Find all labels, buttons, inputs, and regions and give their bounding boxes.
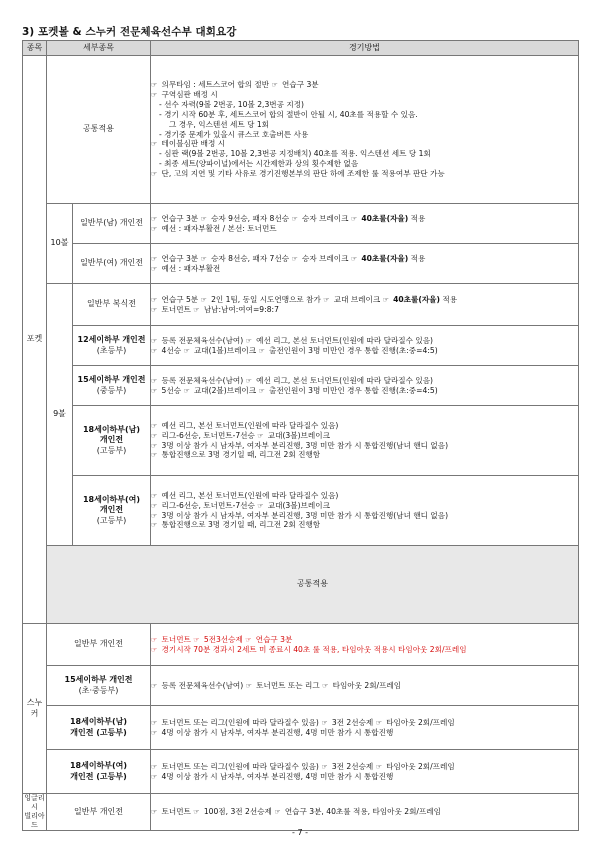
method-line: ☞ 3명 이상 참가 시 남자부, 여자부 분리진행, 3명 미만 참가 시 통합진행(남녀 핸디 없음): [151, 510, 449, 520]
method-line: ☞ 4선승 ☞ 교대(1볼)브레이크 ☞ 출전인원이 3명 미만인 경우 통합 진행(초:중=4:5): [151, 345, 438, 355]
method-line: ☞ 구역심판 배정 시: [151, 90, 218, 100]
method-line: ☞ 연습구 3분 ☞ 승자 9선승, 패자 8선승 ☞ 승자 브레이크 ☞ 40초룰(자율) 적용: [151, 213, 426, 223]
page-title: 3) 포켓볼 & 스누커 전문체육선수부 대회요강: [22, 26, 237, 38]
method-line: ☞ 토너먼트 ☞ 남남:남여:여여=9:8:7: [151, 304, 279, 314]
event-ten-men: 일반부(남) 개인전: [73, 204, 151, 244]
hand-pointer-icon: ☞: [350, 254, 360, 263]
header-sport: 종목: [23, 41, 47, 56]
method-nine-u18-men: [151, 406, 579, 476]
hand-pointer-icon: ☞: [151, 91, 160, 100]
event-nine-u18-women: 18세이하부(여) 개인전 (고등부): [73, 476, 151, 546]
table-row: [23, 794, 579, 831]
hand-pointer-icon: ☞: [151, 421, 160, 430]
hand-pointer-icon: ☞: [245, 376, 255, 385]
method-line: - 선수 자력(9볼 2번공, 10볼 2,3번공 지정): [159, 100, 305, 110]
hand-pointer-icon: ☞: [151, 169, 160, 178]
method-line: - 최종 세트(양파이널)에서는 시간제한과 상의 횟수제한 없음: [159, 158, 359, 168]
method-line: ☞ 예선 리그, 본선 토너먼트(인원에 따라 달라질수 있음): [151, 420, 339, 430]
header-row: [23, 41, 579, 56]
hand-pointer-icon: ☞: [200, 214, 210, 223]
hand-pointer-icon: ☞: [151, 681, 160, 690]
method-snooker-u15: [151, 666, 579, 706]
sport-pocket: 포켓: [23, 56, 47, 624]
hand-pointer-icon: ☞: [321, 718, 330, 727]
method-snooker-u18-women: [151, 750, 579, 794]
hand-pointer-icon: ☞: [151, 305, 160, 314]
sport-english-billiards: 잉글리시 빌리아드: [24, 794, 45, 829]
hand-pointer-icon: ☞: [258, 346, 268, 355]
hand-pointer-icon: ☞: [382, 295, 392, 304]
method-line: ☞ 4명 이상 참가 시 남자부, 여자부 분리진행, 4명 미만 참가 시 통합진행: [151, 727, 394, 737]
method-line: ☞ 토너먼트 또는 리그(인원에 따라 달라질수 있음) ☞ 3전 2선승제 ☞ 타임아웃 2회/프레임: [151, 717, 455, 727]
method-line: ☞ 리그-6선승, 토너먼트-7선승 ☞ 교대(3볼)브레이크: [151, 500, 330, 510]
method-ten-women: [151, 244, 579, 284]
method-line: ☞ 연습구 3분 ☞ 승자 8선승, 패자 7선승 ☞ 승자 브레이크 ☞ 40초룰(자율) 적용: [151, 253, 426, 263]
method-line: ☞ 토너먼트 ☞ 100점, 3전 2선승제 ☞ 연습구 3분, 40초룰 적용, 타임아웃 2회/프레임: [151, 806, 441, 816]
hand-pointer-icon: ☞: [151, 214, 160, 223]
hand-pointer-icon: ☞: [151, 81, 160, 90]
hand-pointer-icon: ☞: [151, 772, 160, 781]
method-line: ☞ 단, 고의 지연 및 기타 사유로 경기진행본부의 판단 하에 조제한 룰 적용여부 판단 가능: [151, 168, 445, 178]
method-line: 그 경우, 익스텐션 세트 당 1회: [169, 119, 270, 129]
hand-pointer-icon: ☞: [193, 635, 202, 644]
method-common-pocket: [151, 56, 579, 204]
method-line: ☞ 예선 : 패자부활전 / 본선: 토너먼트: [151, 223, 277, 233]
hand-pointer-icon: ☞: [183, 386, 192, 395]
method-line: ☞ 예선 리그, 본선 토너먼트(인원에 따라 달라질수 있음): [151, 490, 339, 500]
method-snooker-u18-men: [151, 706, 579, 750]
table-row: [23, 244, 579, 284]
hand-pointer-icon: ☞: [151, 728, 160, 737]
sub-ten-ball: 10볼: [47, 204, 73, 284]
method-line: ☞ 예선 : 패자부활전: [151, 263, 221, 273]
hand-pointer-icon: ☞: [183, 346, 192, 355]
header-method: 경기방법: [151, 41, 579, 56]
table-row: [23, 406, 579, 476]
hand-pointer-icon: ☞: [151, 762, 160, 771]
hand-pointer-icon: ☞: [151, 441, 160, 450]
table-row: [23, 666, 579, 706]
hand-pointer-icon: ☞: [151, 346, 160, 355]
event-nine-u15: 15세이하부 개인전 (중등부): [73, 366, 151, 406]
hand-pointer-icon: ☞: [151, 501, 160, 510]
event-nine-doubles: 일반부 복식전: [73, 284, 151, 326]
method-line: ☞ 의무타임 : 세트스코어 합의 절반 ☞ 연습구 3분: [151, 80, 319, 90]
table-row: [23, 476, 579, 546]
table-row: [23, 706, 579, 750]
hand-pointer-icon: ☞: [350, 214, 360, 223]
hand-pointer-icon: ☞: [200, 254, 210, 263]
hand-pointer-icon: ☞: [375, 718, 385, 727]
hand-pointer-icon: ☞: [257, 501, 266, 510]
hand-pointer-icon: ☞: [321, 762, 330, 771]
event-nine-u12: 12세이하부 개인전 (초등부): [73, 326, 151, 366]
hand-pointer-icon: ☞: [291, 254, 300, 263]
method-nine-doubles: [151, 284, 579, 326]
hand-pointer-icon: ☞: [151, 807, 160, 816]
method-line: ☞ 토너먼트 ☞ 5전3선승제 ☞ 연습구 3분: [151, 634, 293, 644]
method-line: ☞ 연습구 5분 ☞ 2인 1팀, 동일 시도연맹으로 참가 ☞ 교대 브레이크 ☞ 40초룰(자율) 적용: [151, 294, 458, 304]
hand-pointer-icon: ☞: [151, 264, 160, 273]
method-ten-men: [151, 204, 579, 244]
hand-pointer-icon: ☞: [151, 635, 160, 644]
hand-pointer-icon: ☞: [323, 295, 332, 304]
method-english-general: [151, 794, 579, 831]
hand-pointer-icon: ☞: [151, 140, 160, 149]
rules-table: [22, 40, 579, 831]
table-row: [23, 326, 579, 366]
method-line: ☞ 등록 전문체육선수(남여) ☞ 예선 리그, 본선 토너먼트(인원에 따라 달라질수 있음): [151, 375, 434, 385]
table-row: [23, 624, 579, 666]
hand-pointer-icon: ☞: [151, 431, 160, 440]
table-row: [23, 546, 579, 624]
method-line: ☞ 등록 전문체육선수(남여) ☞ 예선 리그, 본선 토너먼트(인원에 따라 달라질수 있음): [151, 335, 434, 345]
method-line: ☞ 테이블심판 배정 시: [151, 139, 226, 149]
event-snooker-u18-men: 18세이하부(남) 개인전 (고등부): [47, 706, 151, 750]
method-nine-u18-women: [151, 476, 579, 546]
method-snooker-general: [151, 624, 579, 666]
table-row: [23, 366, 579, 406]
hand-pointer-icon: ☞: [151, 511, 160, 520]
hand-pointer-icon: ☞: [151, 224, 160, 233]
hand-pointer-icon: ☞: [245, 635, 254, 644]
hand-pointer-icon: ☞: [322, 681, 331, 690]
hand-pointer-icon: ☞: [151, 451, 160, 460]
sport-snooker: 스누커: [23, 624, 47, 794]
hand-pointer-icon: ☞: [245, 336, 255, 345]
hand-pointer-icon: ☞: [375, 762, 385, 771]
event-english-general: 일반부 개인전: [47, 794, 151, 831]
sub-nine-ball: 9볼: [47, 284, 73, 546]
method-nine-u12: [151, 326, 579, 366]
hand-pointer-icon: ☞: [151, 718, 160, 727]
method-line: - 경기 시작 60분 후, 세트스코어 합의 절반이 안될 시, 40초를 적용할 수 있음.: [159, 110, 418, 120]
hand-pointer-icon: ☞: [258, 386, 268, 395]
hand-pointer-icon: ☞: [245, 681, 255, 690]
hand-pointer-icon: ☞: [151, 491, 160, 500]
page-number: - 7 -: [292, 828, 308, 837]
method-line: ☞ 4명 이상 참가 시 남자부, 여자부 분리진행, 4명 미만 참가 시 통합진행: [151, 771, 394, 781]
method-line: ☞ 경기시작 70분 경과시 2세트 미 종료시 40초 룰 적용, 타임아웃 적용시 타임아웃 2회/프레임: [151, 644, 467, 654]
hand-pointer-icon: ☞: [151, 295, 160, 304]
hand-pointer-icon: ☞: [200, 295, 210, 304]
method-line: ☞ 3명 이상 참가 시 남자부, 여자부 분리진행, 3명 미만 참가 시 통합진행(남녀 핸디 없음): [151, 440, 449, 450]
method-line: ☞ 5선승 ☞ 교대(2볼)브레이크 ☞ 출전인원이 3명 미만인 경우 통합 진행(초:중=4:5): [151, 385, 438, 395]
method-line: - 심판 랙(9볼 2번공, 10볼 2,3번공 지정배치) 40초를 적용. 익스텐션 세트 당 1회: [159, 149, 431, 159]
hand-pointer-icon: ☞: [193, 305, 202, 314]
table-row: [23, 284, 579, 326]
method-line: ☞ 등록 전문체육선수(남여) ☞ 토너먼트 또는 리그 ☞ 타임아웃 2회/프레임: [151, 680, 402, 690]
table-row: [23, 750, 579, 794]
hand-pointer-icon: ☞: [257, 431, 266, 440]
hand-pointer-icon: ☞: [271, 81, 281, 90]
table-row: [23, 56, 579, 204]
hand-pointer-icon: ☞: [193, 807, 202, 816]
event-common-snooker: 공통적용: [47, 546, 579, 624]
event-nine-u18-men: 18세이하부(남) 개인전 (고등부): [73, 406, 151, 476]
hand-pointer-icon: ☞: [151, 645, 160, 654]
method-line: ☞ 토너먼트 또는 리그(인원에 따라 달라질수 있음) ☞ 3전 2선승제 ☞ 타임아웃 2회/프레임: [151, 761, 455, 771]
hand-pointer-icon: ☞: [151, 376, 160, 385]
method-line: ☞ 통합진행으로 3명 경기일 때, 리그전 2회 진행함: [151, 450, 321, 460]
table-row: [23, 204, 579, 244]
event-snooker-u18-women: 18세이하부(여) 개인전 (고등부): [47, 750, 151, 794]
method-nine-u15: [151, 366, 579, 406]
event-common-pocket: 공통적용: [47, 56, 151, 204]
hand-pointer-icon: ☞: [151, 254, 160, 263]
hand-pointer-icon: ☞: [151, 386, 160, 395]
event-snooker-u15: 15세이하부 개인전 (초·중등부): [47, 666, 151, 706]
method-line: ☞ 리그-6선승, 토너먼트-7선승 ☞ 교대(3볼)브레이크: [151, 430, 330, 440]
method-line: - 경기중 문제가 있을시 큐스코 호출버튼 사용: [159, 129, 309, 139]
event-snooker-general: 일반부 개인전: [47, 624, 151, 666]
method-line: ☞ 통합진행으로 3명 경기일 때, 리그전 2회 진행함: [151, 520, 321, 530]
event-ten-women: 일반부(여) 개인전: [73, 244, 151, 284]
header-event: 세부종목: [47, 41, 151, 56]
hand-pointer-icon: ☞: [151, 521, 160, 530]
hand-pointer-icon: ☞: [274, 807, 283, 816]
hand-pointer-icon: ☞: [151, 336, 160, 345]
hand-pointer-icon: ☞: [291, 214, 300, 223]
